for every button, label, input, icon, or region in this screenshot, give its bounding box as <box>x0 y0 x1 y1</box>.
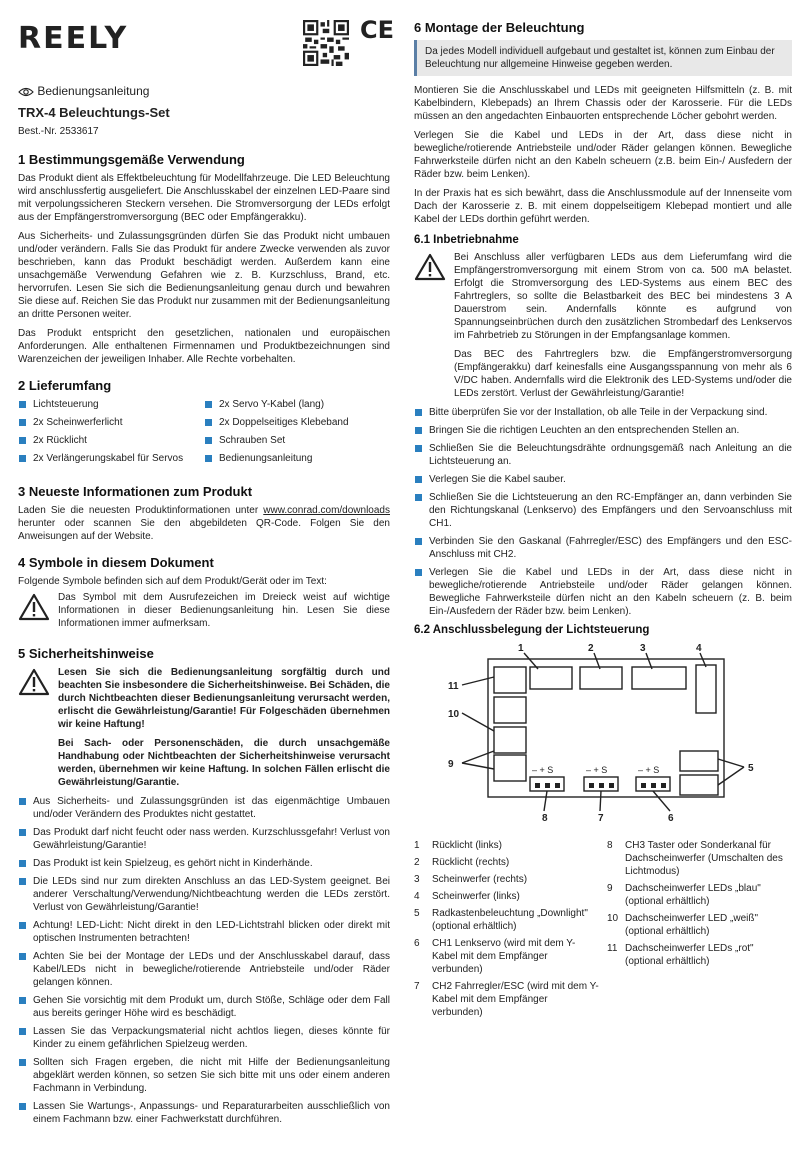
safety-warning-bold-1: Lesen Sie sich die Bedienungsanleitung sorgfältig durch und beachten Sie insbesondere die Sicherheitshinweise. Bei Schäden, die durch Nichtbeachten dieser Bedienungsanleitung verursacht werden, erlischt die Gewährleistung/Garantie! Für Folgeschäden übernehmen wir keine Haftung! <box>58 667 390 730</box>
eye-icon <box>18 87 34 97</box>
legend-num: 5 <box>414 908 420 919</box>
legend-text: CH1 Lenkservo (wird mit dem Y-Kabel mit dem Empfänger verbunden) <box>432 938 576 975</box>
legend-num: 11 <box>607 943 618 954</box>
section-5-title: 5 Sicherheitshinweise <box>18 646 154 661</box>
legend-text: Dachscheinwerfer LEDs „blau" (optional erhältlich) <box>625 883 761 907</box>
connector-10b <box>494 727 526 753</box>
legend-item <box>607 942 792 968</box>
pin-label-6: – + S <box>638 765 660 775</box>
list-item: Bedienungsanleitung <box>204 452 390 465</box>
list-item: Bitte überprüfen Sie vor der Installation, ob alle Teile in der Verpackung sind. <box>414 406 792 419</box>
legend-item <box>414 890 599 903</box>
list-item: Verlegen Sie die Kabel sauber. <box>414 473 792 486</box>
warning-triangle-icon <box>414 253 446 281</box>
qr-code-icon <box>303 20 349 66</box>
section-1-p1: Das Produkt dient als Effektbeleuchtung für Modellfahrzeuge. Die LED Beleuchtung wird anschlussfertig ausgeliefert. Die Anschlusskabel der einzelnen LED-Paare sind mit verpolungssicheren Steckern versehen. Die Stromversorgung der LEDs erfolgt aus der Empfängerstromversorgung (BEC oder Empfängerakku). <box>18 173 390 223</box>
list-item: Aus Sicherheits- und Zulassungsgründen ist das eigenmächtige Umbauen und/oder Verändern des Produktes nicht gestattet. <box>18 795 390 821</box>
legend-item <box>607 912 792 938</box>
list-item: 2x Servo Y-Kabel (lang) <box>204 398 390 411</box>
diagram-label-9: 9 <box>448 759 454 770</box>
list-item: Lassen Sie Wartungs-, Anpassungs- und Reparaturarbeiten ausschließlich von einem Fachmann bzw. einer Fachwerkstatt durchführen. <box>18 1100 390 1126</box>
legend-num: 6 <box>414 938 420 949</box>
legend-num: 9 <box>607 883 613 894</box>
legend-text: Dachscheinwerfer LEDs „rot" (optional erhältlich) <box>625 943 754 967</box>
legend-item <box>414 873 599 886</box>
list-item: Schließen Sie die Lichtsteuerung an den RC-Empfänger an, dann verbinden Sie den Richtungskanal (Lenkservo) des Empfängers und den Servoanschluss mit CH1. <box>414 491 792 530</box>
connector-1 <box>530 667 572 689</box>
legend-num: 10 <box>607 913 619 924</box>
list-item: Lassen Sie das Verpackungsmaterial nicht achtlos liegen, dieses könnte für Kinder zu einem gefährlichen Spielzeug werden. <box>18 1025 390 1051</box>
section-1-p2: Aus Sicherheits- und Zulassungsgründen dürfen Sie das Produkt nicht umbauen und/oder verändern. Falls Sie das Produkt für andere Zwecke verwenden als zuvor beschrieben, kann das Produkt beschädigt werden. Außerdem kann eine unsachgemäße Verwendung Gefahren wie z. B. Kurzschluss, Brand, etc. hervorrufen. Lesen Sie sich die Bedienungsanleitung genau durch und bewahren Sie diese auf. Reichen Sie das Produkt nur zusammen mit der Bedienungsanleitung an dritte Personen weiter. <box>18 231 390 320</box>
operation-warning-2: Das BEC des Fahrtreglers bzw. die Empfängerstromversorgung (Empfängerakku) darf keinesfalls eine Ausgangsspannung von mehr als 6 V/DC haben. Andernfalls wird die Elektronik des LED-Systems und/oder die LEDs zerstört. Verlust der Gewährleistung/Garantie! <box>454 349 792 399</box>
connector-11 <box>494 667 526 693</box>
diagram-label-5: 5 <box>748 763 754 774</box>
section-1-p3: Das Produkt entspricht den gesetzlichen, nationalen und europäischen Anforderungen. Alle enthaltenen Firmennamen und Produktbezeichnungen sind Warenzeichen der jeweiligen Inhaber. Alle Rechte vorbehalten. <box>18 328 390 365</box>
delivery-list-col2 <box>204 398 390 470</box>
diagram-label-6: 6 <box>668 813 674 824</box>
list-item: 2x Doppelseitiges Klebeband <box>204 416 390 429</box>
operation-list <box>414 406 792 618</box>
section-4-intro: Folgende Symbole befinden sich auf dem Produkt/Gerät oder im Text: <box>18 576 327 587</box>
section-3-text <box>18 504 390 543</box>
list-item: Sollten sich Fragen ergeben, die nicht mit Hilfe der Bedienungsanleitung abgeklärt werden können, so setzen Sie sich bitte mit uns oder einem anderen Fachmann in Verbindung. <box>18 1056 390 1095</box>
list-item: Die LEDs sind nur zum direkten Anschluss an das LED-System geeignet. Bei anderer Verschaltung/Verwendung/Nichtbeachtung werden die LEDs zerstört. Verlust von Gewährleistung/Garantie! <box>18 875 390 914</box>
list-item: Gehen Sie vorsichtig mit dem Produkt um, durch Stöße, Schläge oder dem Fall aus bereits geringer Höhe wird es beschädigt. <box>18 994 390 1020</box>
legend-text: CH3 Taster oder Sonderkanal für Dachscheinwerfer (Umschalten des Lichtmodus) <box>625 840 783 877</box>
diagram-label-4: 4 <box>696 643 702 654</box>
section-6-p2: Verlegen Sie die Kabel und LEDs in der Art, dass diese nicht in bewegliche/rotierende Antriebsteile und/oder Räder gelangen können. Bewegliche Fahrwerksteile dürfen nicht an den Kabeln scheuern (z.B. beim Ein-/ Ausfedern der Räder bzw. beim Lenken). <box>414 130 792 180</box>
list-item: Bringen Sie die richtigen Leuchten an den entsprechenden Stellen an. <box>414 424 792 437</box>
safety-warning <box>18 666 390 795</box>
operation-warning-1: Bei Anschluss aller verfügbaren LEDs aus dem Lieferumfang wird die Empfängerstromversorgung mit einem Strom von ca. 500 mA belastet. Erfolgt die Stromversorgung des LED-Systems aus einem BEC des Fahrtreglers, so sollte die Belastbarkeit des BEC bei mindestens 3 A Dauerstrom sein. Andernfalls könnte es aufgrund von Spannungseinbrüchen durch den zusätzlichen Strombedarf des Lenkservos im Fahrbetrieb zu Störungen in der Empfangsanlage kommen. <box>454 252 792 341</box>
list-item: Achtung! LED-Licht: Nicht direkt in den LED-Lichtstrahl blicken oder direkt mit optischen Instrumenten betrachten! <box>18 919 390 945</box>
right-column <box>414 20 792 1023</box>
list-item: Achten Sie bei der Montage der LEDs und der Anschlusskabel darauf, dass Kabel/LEDs nicht in bewegliche/rotierende Antriebsteile und/oder Räder gelangen können. <box>18 950 390 989</box>
section-3-text-before: Laden Sie die neuesten Produktinformationen unter <box>18 505 264 516</box>
connector-4 <box>696 665 716 713</box>
legend-item <box>414 856 599 869</box>
connector-5b <box>680 775 718 795</box>
legend-left <box>414 839 607 1023</box>
connector-9 <box>494 755 526 781</box>
diagram-label-7: 7 <box>598 813 604 824</box>
legend-num: 8 <box>607 840 613 851</box>
legend-text: Rücklicht (links) <box>432 840 503 851</box>
delivery-list-col1 <box>18 398 204 470</box>
section-3-text-after: herunter oder scannen Sie den abgebildeten QR-Code. Folgen Sie den Anweisungen auf der Website. <box>18 518 390 542</box>
legend-text: Scheinwerfer (links) <box>432 891 520 902</box>
section-4-title: 4 Symbole in diesem Dokument <box>18 555 214 570</box>
section-2-title: 2 Lieferumfang <box>18 378 112 393</box>
warning-triangle-icon <box>18 593 50 621</box>
legend-item <box>607 882 792 908</box>
legend-text: Rücklicht (rechts) <box>432 857 510 868</box>
downloads-link[interactable]: www.conrad.com/downloads <box>263 505 390 516</box>
legend-num: 4 <box>414 891 420 902</box>
section-1-title: 1 Bestimmungsgemäße Verwendung <box>18 152 245 167</box>
brand-logo: REELY <box>18 21 129 56</box>
controller-board <box>488 659 724 797</box>
section-6-p1: Montieren Sie die Anschlusskabel und LEDs mit geeigneten Hilfsmitteln (z. B. mit Kabelbindern, Klebepads) an Ihrem Chassis oder der Karosserie. Für die LEDs müssen an den angedachten Einbauorten entsprechende Löcher gebohrt werden. <box>414 85 792 122</box>
legend-item <box>414 907 599 933</box>
section-6-1-title: 6.1 Inbetriebnahme <box>414 234 519 246</box>
ce-mark: CE <box>360 16 395 44</box>
connector-2 <box>580 667 622 689</box>
connector-5a <box>680 751 718 771</box>
symbol-explanation <box>18 591 390 636</box>
manual-label <box>18 85 149 98</box>
diagram-label-1: 1 <box>518 643 524 654</box>
list-item: Das Produkt darf nicht feucht oder nass werden. Kurzschlussgefahr! Verlust von Gewährleistung/Garantie! <box>18 826 390 852</box>
list-item: Verbinden Sie den Gaskanal (Fahrregler/ESC) des Empfängers und den ESC-Anschluss mit CH2. <box>414 535 792 561</box>
list-item: 2x Rücklicht <box>18 434 204 447</box>
legend-num: 3 <box>414 874 420 885</box>
list-item: Verlegen Sie die Kabel und LEDs in der Art, dass diese nicht in bewegliche/rotierende Antriebsteile und/oder Räder gelangen können. Bewegliche Fahrwerksteile dürfen nicht an den Kabeln scheuern (z. B. beim Ein-/Ausfedern der Räder bzw. beim Lenken). <box>414 566 792 618</box>
legend-item <box>414 937 599 976</box>
section-3-title: 3 Neueste Informationen zum Produkt <box>18 484 253 499</box>
legend-item <box>414 839 599 852</box>
order-number: Best.-Nr. 2533617 <box>18 126 99 137</box>
legend-text: Scheinwerfer (rechts) <box>432 874 528 885</box>
legend-num: 7 <box>414 981 420 992</box>
wiring-diagram <box>414 641 792 831</box>
operation-warning <box>414 251 792 406</box>
section-6-title: 6 Montage der Beleuchtung <box>414 20 585 35</box>
diagram-label-10: 10 <box>448 709 460 720</box>
pin-label-8: – + S <box>532 765 554 775</box>
connector-3 <box>632 667 686 689</box>
diagram-legend <box>414 839 792 1023</box>
legend-text: Radkastenbeleuchtung „Downlight" (optional erhältlich) <box>432 908 588 932</box>
legend-num: 1 <box>414 840 420 851</box>
warning-triangle-icon <box>18 668 50 696</box>
connector-10 <box>494 697 526 723</box>
section-6-p3: In der Praxis hat es sich bewährt, dass die Anschlussmodule auf der Innenseite vom Dach der Karosserie z. B. mit einem doppelseitigem Klebepad montiert und alle Kabel der LEDs dorthin geführt werden. <box>414 188 792 225</box>
product-title: TRX-4 Beleuchtungs-Set <box>18 105 170 120</box>
diagram-label-2: 2 <box>588 643 594 654</box>
section-6-2-title: 6.2 Anschlussbelegung der Lichtsteuerung <box>414 624 650 636</box>
pin-label-7: – + S <box>586 765 608 775</box>
legend-item <box>414 980 599 1019</box>
list-item: Lichtsteuerung <box>18 398 204 411</box>
diagram-label-3: 3 <box>640 643 646 654</box>
legend-right <box>607 839 792 1023</box>
safety-list <box>18 795 390 1126</box>
legend-item <box>607 839 792 878</box>
safety-warning-bold-2: Bei Sach- oder Personenschäden, die durch unsachgemäße Handhabung oder Nichtbeachten der Sicherheitshinweise verursacht werden, übernehmen wir keine Haftung. In solchen Fällen erlischt die Gewährleistung/Garantie. <box>58 738 390 788</box>
diagram-label-11: 11 <box>448 681 459 692</box>
list-item: Schrauben Set <box>204 434 390 447</box>
info-note: Da jedes Modell individuell aufgebaut und gestaltet ist, können zum Einbau der Beleuchtung nur allgemeine Hinweise gegeben werden. <box>414 40 792 76</box>
legend-num: 2 <box>414 857 420 868</box>
left-column <box>18 152 390 1132</box>
manual-label-text: Bedienungsanleitung <box>37 84 150 98</box>
legend-text: Dachscheinwerfer LED „weiß" (optional erhältlich) <box>625 913 759 937</box>
diagram-label-8: 8 <box>542 813 548 824</box>
list-item: Das Produkt ist kein Spielzeug, es gehört nicht in Kinderhände. <box>18 857 390 870</box>
symbol-explanation-text: Das Symbol mit dem Ausrufezeichen im Dreieck weist auf wichtige Informationen in dieser Bedienungsanleitung hin. Lesen Sie diese Informationen immer aufmerksam. <box>58 592 390 629</box>
delivery-list <box>18 398 390 476</box>
list-item: 2x Verlängerungskabel für Servos <box>18 452 204 465</box>
list-item: Schließen Sie die Beleuchtungsdrähte ordnungsgemäß nach Anleitung an die Lichtsteuerung an. <box>414 442 792 468</box>
list-item: 2x Scheinwerferlicht <box>18 416 204 429</box>
legend-text: CH2 Fahrregler/ESC (wird mit dem Y-Kabel mit dem Empfänger verbunden) <box>432 981 599 1018</box>
